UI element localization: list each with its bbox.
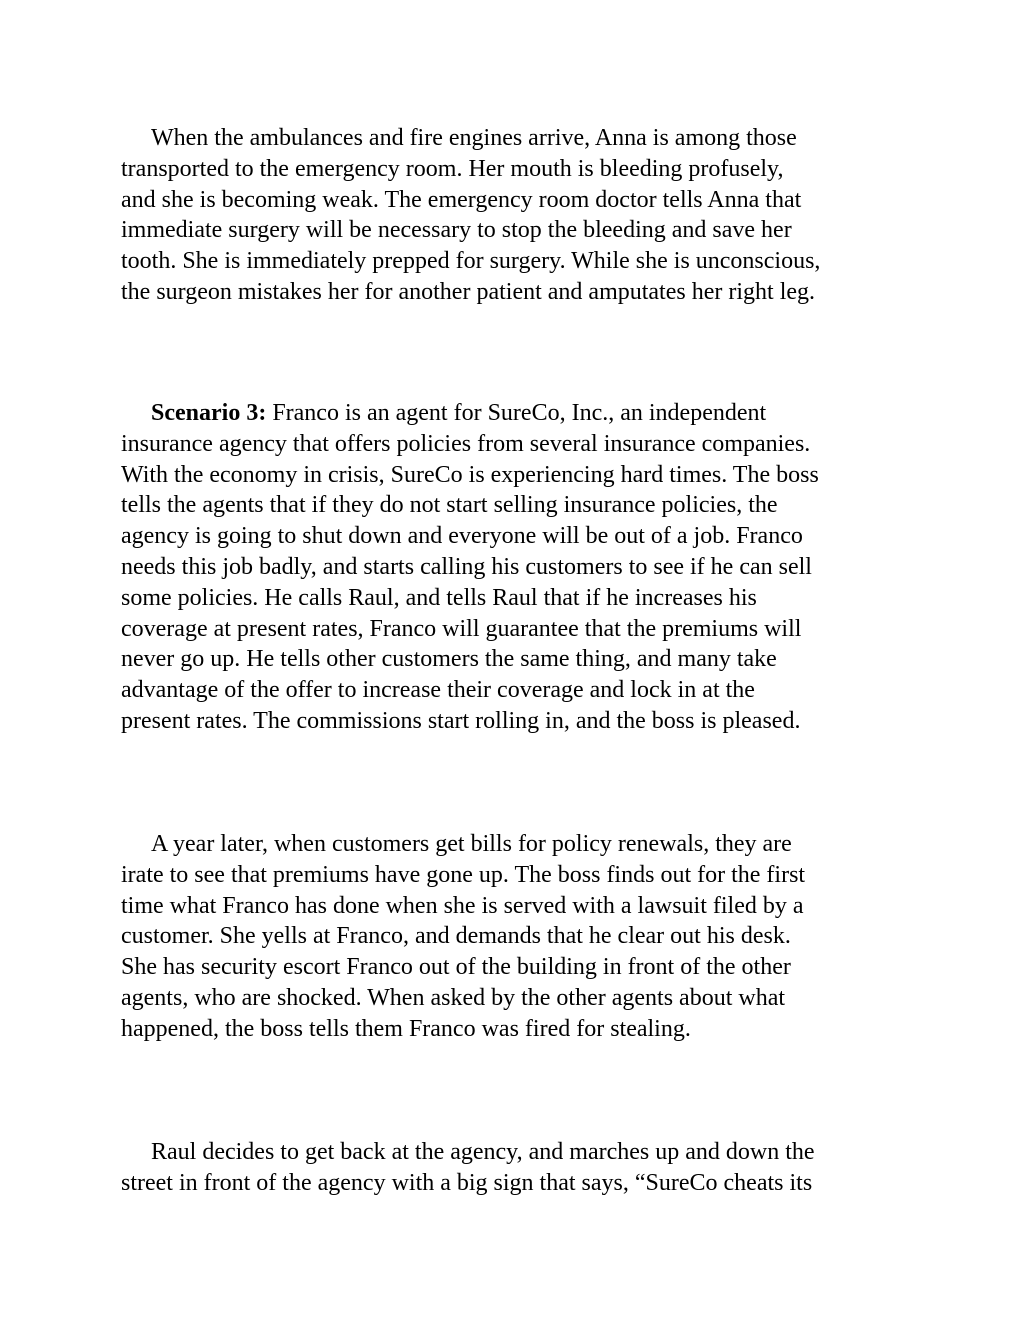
text-line: never go up. He tells other customers the same thing, and many take: [121, 646, 777, 673]
text-line: immediate surgery will be necessary to stop the bleeding and save her: [121, 217, 792, 244]
text-line: She has security escort Franco out of the building in front of the other: [121, 954, 791, 981]
text-line: agents, who are shocked. When asked by the other agents about what: [121, 984, 786, 1011]
paragraph-raul-protest: [121, 1137, 921, 1199]
scenario-intro-text: Franco is an agent for SureCo, Inc., an independent: [266, 400, 767, 426]
text-line: With the economy in crisis, SureCo is experiencing hard times. The boss: [121, 461, 819, 488]
text-line: irate to see that premiums have gone up. The boss finds out for the first: [121, 861, 806, 888]
text-line: A year later, when customers get bills for policy renewals, they are: [151, 831, 792, 857]
text-line: time what Franco has done when she is served with a lawsuit filed by a: [121, 892, 804, 919]
text-line: insurance agency that offers policies from several insurance companies.: [121, 430, 811, 457]
text-line: transported to the emergency room. Her mouth is bleeding profusely,: [121, 155, 784, 182]
paragraph-year-later: [121, 829, 921, 1045]
text-line: tooth. She is immediately prepped for surgery. While she is unconscious,: [121, 248, 821, 275]
text-line: happened, the boss tells them Franco was fired for stealing.: [121, 1015, 691, 1042]
text-line: agency is going to shut down and everyone will be out of a job. Franco: [121, 523, 803, 550]
scenario-heading: Scenario 3:: [151, 400, 267, 426]
paragraph-anna-surgery: [121, 123, 921, 308]
text-line: When the ambulances and fire engines arrive, Anna is among those: [151, 125, 797, 151]
text-line: customer. She yells at Franco, and demands that he clear out his desk.: [121, 923, 791, 950]
text-line: Raul decides to get back at the agency, and marches up and down the: [151, 1139, 815, 1165]
text-line: coverage at present rates, Franco will guarantee that the premiums will: [121, 615, 802, 642]
text-line: and she is becoming weak. The emergency room doctor tells Anna that: [121, 186, 802, 213]
text-line: the surgeon mistakes her for another patient and amputates her right leg.: [121, 278, 816, 305]
text-line: street in front of the agency with a big sign that says, “SureCo cheats its: [121, 1169, 813, 1196]
text-line: some policies. He calls Raul, and tells Raul that if he increases his: [121, 584, 757, 611]
text-line: tells the agents that if they do not start selling insurance policies, the: [121, 492, 778, 519]
text-line: present rates. The commissions start rolling in, and the boss is pleased.: [121, 707, 801, 734]
paragraph-scenario-3: [121, 398, 921, 737]
text-line: needs this job badly, and starts calling his customers to see if he can sell: [121, 553, 812, 580]
text-line: [121, 398, 921, 429]
text-line: advantage of the offer to increase their coverage and lock in at the: [121, 677, 755, 704]
